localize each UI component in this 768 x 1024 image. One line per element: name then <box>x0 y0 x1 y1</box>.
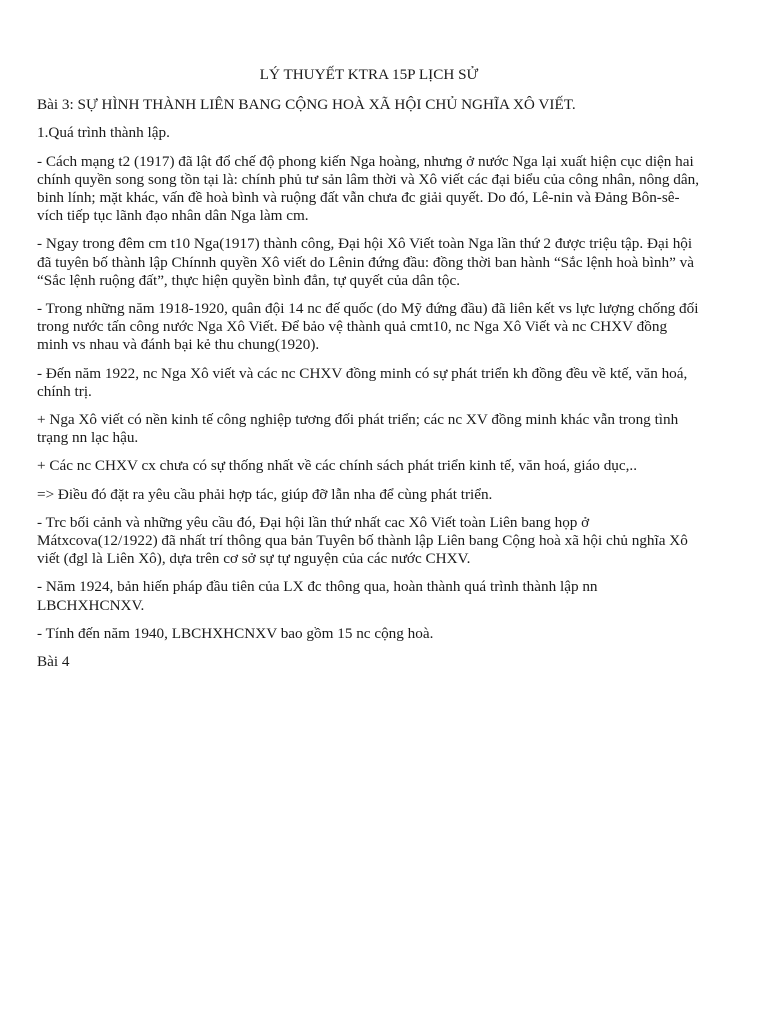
paragraph: + Các nc CHXV cx chưa có sự thống nhất về các chính sách phát triển kinh tế, văn hoá, giáo dục,.. <box>37 457 638 475</box>
paragraph: - Trong những năm 1918-1920, quân đội 14 nc đế quốc (do Mỹ đứng đầu) đã liên kết vs lực lượng chống đối trong nước tấn công nước Nga Xô Viết. Để bảo vệ thành quả cmt10, nc Nga Xô Viết và nc CHXV đồng minh vs nhau và đánh bại kẻ thu chung(1920). <box>37 300 699 354</box>
document-page <box>37 66 701 681</box>
subsection-heading: 1.Quá trình thành lập. <box>37 124 170 142</box>
paragraph: => Điều đó đặt ra yêu cầu phải hợp tác, giúp đỡ lẫn nha để cùng phát triển. <box>37 485 493 503</box>
document-title: LÝ THUYẾT KTRA 15P LỊCH SỬ <box>259 66 479 83</box>
paragraph: - Tính đến năm 1940, LBCHXHCNXV bao gồm 15 nc cộng hoà. <box>37 624 434 642</box>
paragraph: - Cách mạng t2 (1917) đã lật đổ chế độ phong kiến Nga hoàng, nhưng ở nước Nga lại xuất hiện cục diện hai chính quyền song song tồn tại là: chính phủ tư sản lâm thời và Xô viết các đại biểu của công nhân, nông dân, binh lính; mặt khác, vấn đề hoà bình và ruộng đất vẫn chưa đc giải quyết. Do đó, Lê-nin và Đảng Bôn-sê-vích tiếp tục lãnh đạo nhân dân Nga làm cm. <box>37 152 700 225</box>
section-heading: Bài 3: SỰ HÌNH THÀNH LIÊN BANG CỘNG HOÀ XÃ HỘI CHỦ NGHĨA XÔ VIẾT. <box>37 96 576 114</box>
paragraph: - Trc bối cảnh và những yêu cầu đó, Đại hội lần thứ nhất cac Xô Viết toàn Liên bang họp ở Mátxcova(12/1922) đã nhất trí thông qua bản Tuyên bố thành lập Liên bang Cộng hoà xã hội chủ nghĩa Xô viết (đgl là Liên Xô), dựa trên cơ sở sự tự nguyện của các nước CHXV. <box>37 513 688 568</box>
paragraph: - Đến năm 1922, nc Nga Xô viết và các nc CHXV đồng minh có sự phát triển kh đồng đều về ktế, văn hoá, chính trị. <box>37 364 688 400</box>
paragraph: - Ngay trong đêm cm t10 Nga(1917) thành công, Đại hội Xô Viết toàn Nga lần thứ 2 được triệu tập. Đại hội đã tuyên bố thành lập Chínnh quyền Xô viết do Lênin đứng đầu: đồng thời ban hành “Sắc lệnh hoà bình” và “Sắc lệnh ruộng đất”, thực hiện quyền bình đẳn, tự quyết của dân tộc. <box>37 235 694 289</box>
paragraph: - Năm 1924, bản hiến pháp đầu tiên của LX đc thông qua, hoàn thành quá trình thành lập nn LBCHXHCNXV. <box>37 578 598 614</box>
document-body <box>37 96 701 671</box>
section-heading: Bài 4 <box>37 653 70 671</box>
paragraph: + Nga Xô viết có nền kinh tế công nghiệp tương đối phát triển; các nc XV đồng minh khác vẫn trong tình trạng nn lạc hậu. <box>37 411 679 447</box>
